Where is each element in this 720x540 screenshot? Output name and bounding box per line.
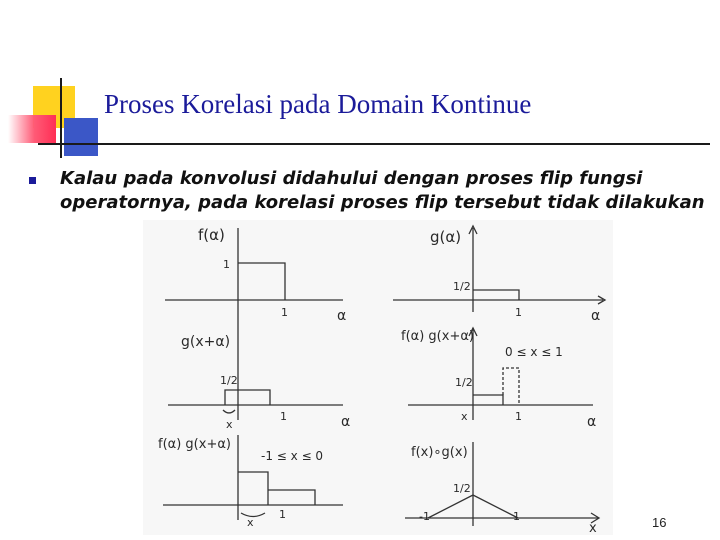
figure-background (143, 220, 613, 535)
p3-xtick: 1 (280, 410, 287, 423)
p1-xtick: 1 (281, 306, 288, 319)
decor-vertical-line (60, 78, 62, 158)
handwritten-figure (143, 220, 613, 535)
p3-ytick: 1/2 (220, 374, 238, 387)
p1-axis-label: α (337, 308, 347, 324)
decor-red-bar (8, 115, 56, 143)
p6-axis-label: x (589, 521, 597, 535)
p1-ytick: 1 (223, 258, 230, 271)
title-underline (38, 143, 710, 145)
page-number: 16 (652, 515, 667, 530)
p3-shift-label: x (226, 418, 233, 431)
p4-axis-label: α (587, 414, 597, 430)
slide-title: Proses Korelasi pada Domain Kontinue (104, 89, 532, 119)
p6-xtick-negative: -1 (419, 510, 430, 523)
p4-label: f(α) g(x+α) (401, 329, 474, 344)
p4-xtick: 1 (515, 410, 522, 423)
p2-xtick: 1 (515, 306, 522, 319)
bullet-text: Kalau pada konvolusi didahului dengan proses flip fungsi operatornya, pada korelasi proses flip tersebut tidak dilakukan (60, 168, 705, 213)
p4-condition: 0 ≤ x ≤ 1 (505, 345, 563, 359)
p6-xtick: 1 (513, 510, 520, 523)
p4-ytick: 1/2 (455, 376, 473, 389)
p5-shift-label: x (247, 516, 254, 529)
bullet-marker (29, 177, 36, 184)
p1-label: f(α) (198, 226, 225, 244)
decor-blue-square (64, 118, 98, 156)
p2-axis-label: α (591, 308, 601, 324)
p3-axis-label: α (341, 414, 351, 430)
p6-ytick: 1/2 (453, 482, 471, 495)
p5-condition: -1 ≤ x ≤ 0 (261, 449, 324, 463)
p4-xtick-x: x (461, 410, 468, 423)
p2-ytick: 1/2 (453, 280, 471, 293)
p6-label: f(x)∘g(x) (411, 445, 468, 460)
p2-label: g(α) (430, 228, 462, 246)
p5-label: f(α) g(x+α) (158, 437, 231, 452)
p5-xtick: 1 (279, 508, 286, 521)
p3-label: g(x+α) (181, 334, 231, 350)
